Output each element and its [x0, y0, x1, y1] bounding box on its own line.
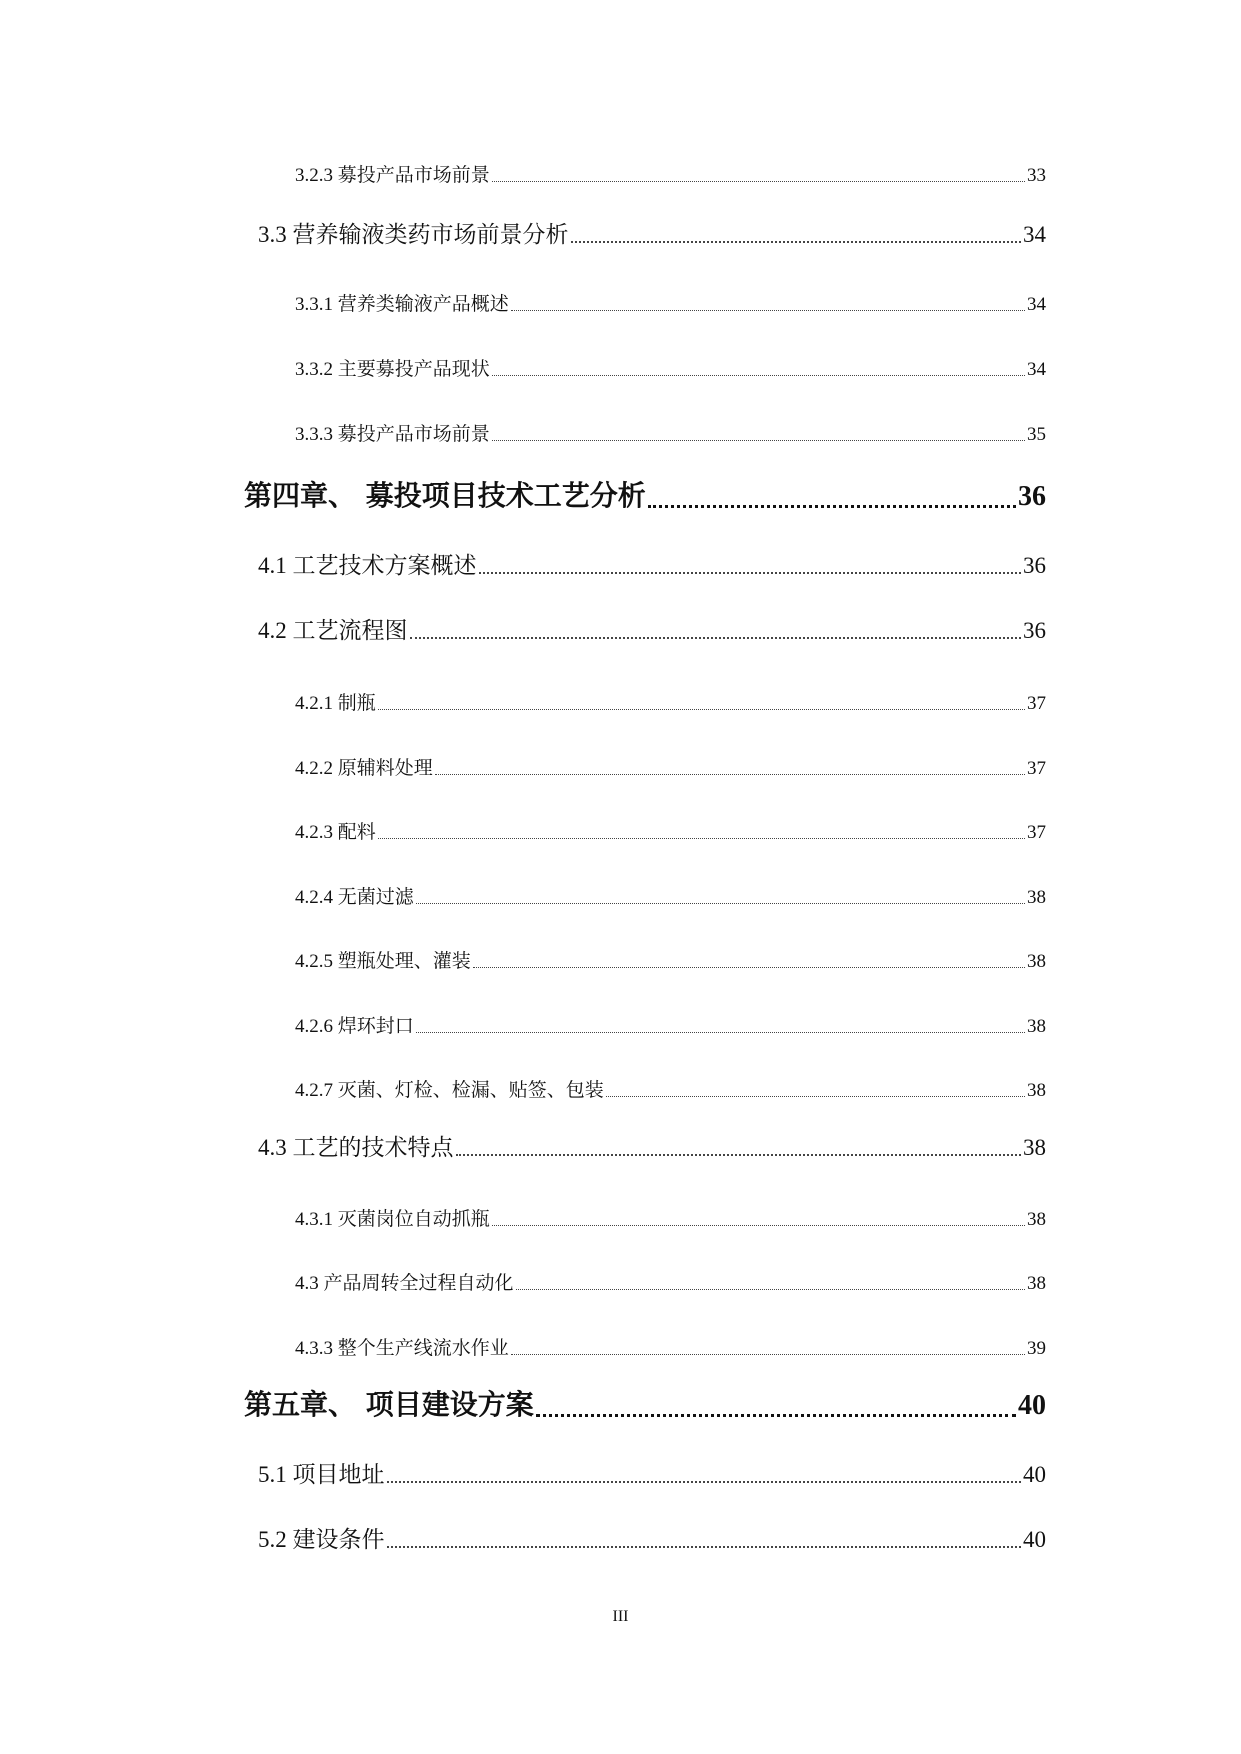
dot-leader — [492, 1225, 1025, 1226]
toc-entry[interactable] — [295, 946, 1046, 973]
toc-entry-label: 第四章、 募投项目技术工艺分析 — [244, 479, 646, 512]
toc-entry-page: 36 — [1018, 481, 1046, 512]
toc-entry[interactable] — [295, 1011, 1046, 1038]
toc-entry-label: 5.2 建设条件 — [258, 1527, 385, 1552]
toc-entry-label: 4.3.1 灭菌岗位自动抓瓶 — [295, 1209, 490, 1230]
dot-leader — [387, 1481, 1022, 1483]
toc-entry-page: 34 — [1027, 359, 1046, 380]
toc-entry-label: 3.3.2 主要募投产品现状 — [295, 359, 490, 380]
toc-entry-label: 4.2.4 无菌过滤 — [295, 887, 414, 908]
toc-entry-label: 4.2.5 塑瓶处理、灌装 — [295, 951, 471, 972]
dot-leader — [516, 1289, 1025, 1290]
dot-leader — [410, 637, 1022, 639]
dot-leader — [511, 310, 1025, 311]
toc-entry[interactable] — [295, 817, 1046, 844]
toc-entry-page: 38 — [1027, 1016, 1046, 1037]
toc-entry-label: 4.3.3 整个生产线流水作业 — [295, 1338, 509, 1359]
toc-entry-page: 34 — [1023, 222, 1046, 247]
toc-entry-label: 4.2.3 配料 — [295, 822, 376, 843]
toc-entry[interactable] — [295, 1075, 1046, 1102]
dot-leader — [492, 375, 1025, 376]
toc-entry[interactable] — [295, 1204, 1046, 1231]
toc-entry-label: 4.2.1 制瓶 — [295, 693, 376, 714]
toc-entry-page: 40 — [1023, 1527, 1046, 1552]
dot-leader — [378, 838, 1025, 839]
toc-entry[interactable] — [258, 1521, 1046, 1554]
toc-entry-label: 4.2.6 焊环封口 — [295, 1016, 414, 1037]
toc-entry-page: 38 — [1027, 951, 1046, 972]
dot-leader — [479, 572, 1022, 574]
dot-leader — [492, 181, 1025, 182]
toc-entry[interactable] — [295, 160, 1046, 187]
toc-entry[interactable] — [258, 1456, 1046, 1489]
toc-entry-page: 36 — [1023, 553, 1046, 578]
toc-entry-label: 3.3.1 营养类输液产品概述 — [295, 294, 509, 315]
toc-entry-page: 36 — [1023, 618, 1046, 643]
toc-entry-label: 4.3 产品周转全过程自动化 — [295, 1273, 514, 1294]
toc-entry[interactable] — [295, 882, 1046, 909]
toc-entry[interactable] — [258, 547, 1046, 580]
dot-leader — [648, 505, 1016, 508]
toc-entry[interactable] — [295, 1268, 1046, 1295]
toc-entry[interactable] — [295, 289, 1046, 316]
dot-leader — [456, 1154, 1022, 1156]
dot-leader — [378, 709, 1025, 710]
dot-leader — [606, 1096, 1025, 1097]
toc-entry-page: 38 — [1023, 1135, 1046, 1160]
toc-entry-page: 39 — [1027, 1338, 1046, 1359]
toc-entry-page: 40 — [1023, 1462, 1046, 1487]
toc-entry-label: 4.3 工艺的技术特点 — [258, 1135, 454, 1160]
toc-entry-label: 4.2.7 灭菌、灯检、检漏、贴签、包装 — [295, 1080, 604, 1101]
toc-entry-page: 38 — [1027, 887, 1046, 908]
toc-entry-page: 35 — [1027, 424, 1046, 445]
toc-entry[interactable] — [295, 753, 1046, 780]
toc-entry-label: 第五章、 项目建设方案 — [244, 1388, 534, 1421]
toc-entry-page: 37 — [1027, 822, 1046, 843]
dot-leader — [492, 440, 1025, 441]
toc-entry-page: 34 — [1027, 294, 1046, 315]
toc-entry[interactable] — [295, 1333, 1046, 1360]
toc-entry[interactable] — [295, 419, 1046, 446]
dot-leader — [416, 903, 1025, 904]
page-number-footer: III — [612, 1608, 629, 1625]
dot-leader — [416, 1032, 1025, 1033]
toc-entry-page: 37 — [1027, 758, 1046, 779]
toc-entry-label: 4.1 工艺技术方案概述 — [258, 553, 477, 578]
dot-leader — [571, 241, 1022, 243]
toc-entry-page: 38 — [1027, 1273, 1046, 1294]
toc-entry-label: 3.2.3 募投产品市场前景 — [295, 165, 490, 186]
toc-entry-page: 38 — [1027, 1080, 1046, 1101]
toc-entry-label: 4.2 工艺流程图 — [258, 618, 408, 643]
toc-entry-label: 5.1 项目地址 — [258, 1462, 385, 1487]
toc-entry[interactable] — [258, 1129, 1046, 1162]
toc-entry-page: 37 — [1027, 693, 1046, 714]
toc-entry[interactable] — [295, 688, 1046, 715]
toc-entry-page: 40 — [1018, 1390, 1046, 1421]
dot-leader — [435, 774, 1025, 775]
dot-leader — [536, 1414, 1016, 1417]
dot-leader — [473, 967, 1025, 968]
toc-chapter-entry[interactable] — [244, 474, 1046, 514]
toc-entry[interactable] — [258, 216, 1046, 249]
toc-entry[interactable] — [295, 354, 1046, 381]
toc-chapter-entry[interactable] — [244, 1383, 1046, 1423]
toc-entry-label: 3.3.3 募投产品市场前景 — [295, 424, 490, 445]
toc-entry-page: 33 — [1027, 165, 1046, 186]
toc-entry-label: 3.3 营养输液类药市场前景分析 — [258, 222, 569, 247]
dot-leader — [387, 1546, 1022, 1548]
toc-entry-label: 4.2.2 原辅料处理 — [295, 758, 433, 779]
toc-entry-page: 38 — [1027, 1209, 1046, 1230]
toc-entry[interactable] — [258, 612, 1046, 645]
dot-leader — [511, 1354, 1025, 1355]
